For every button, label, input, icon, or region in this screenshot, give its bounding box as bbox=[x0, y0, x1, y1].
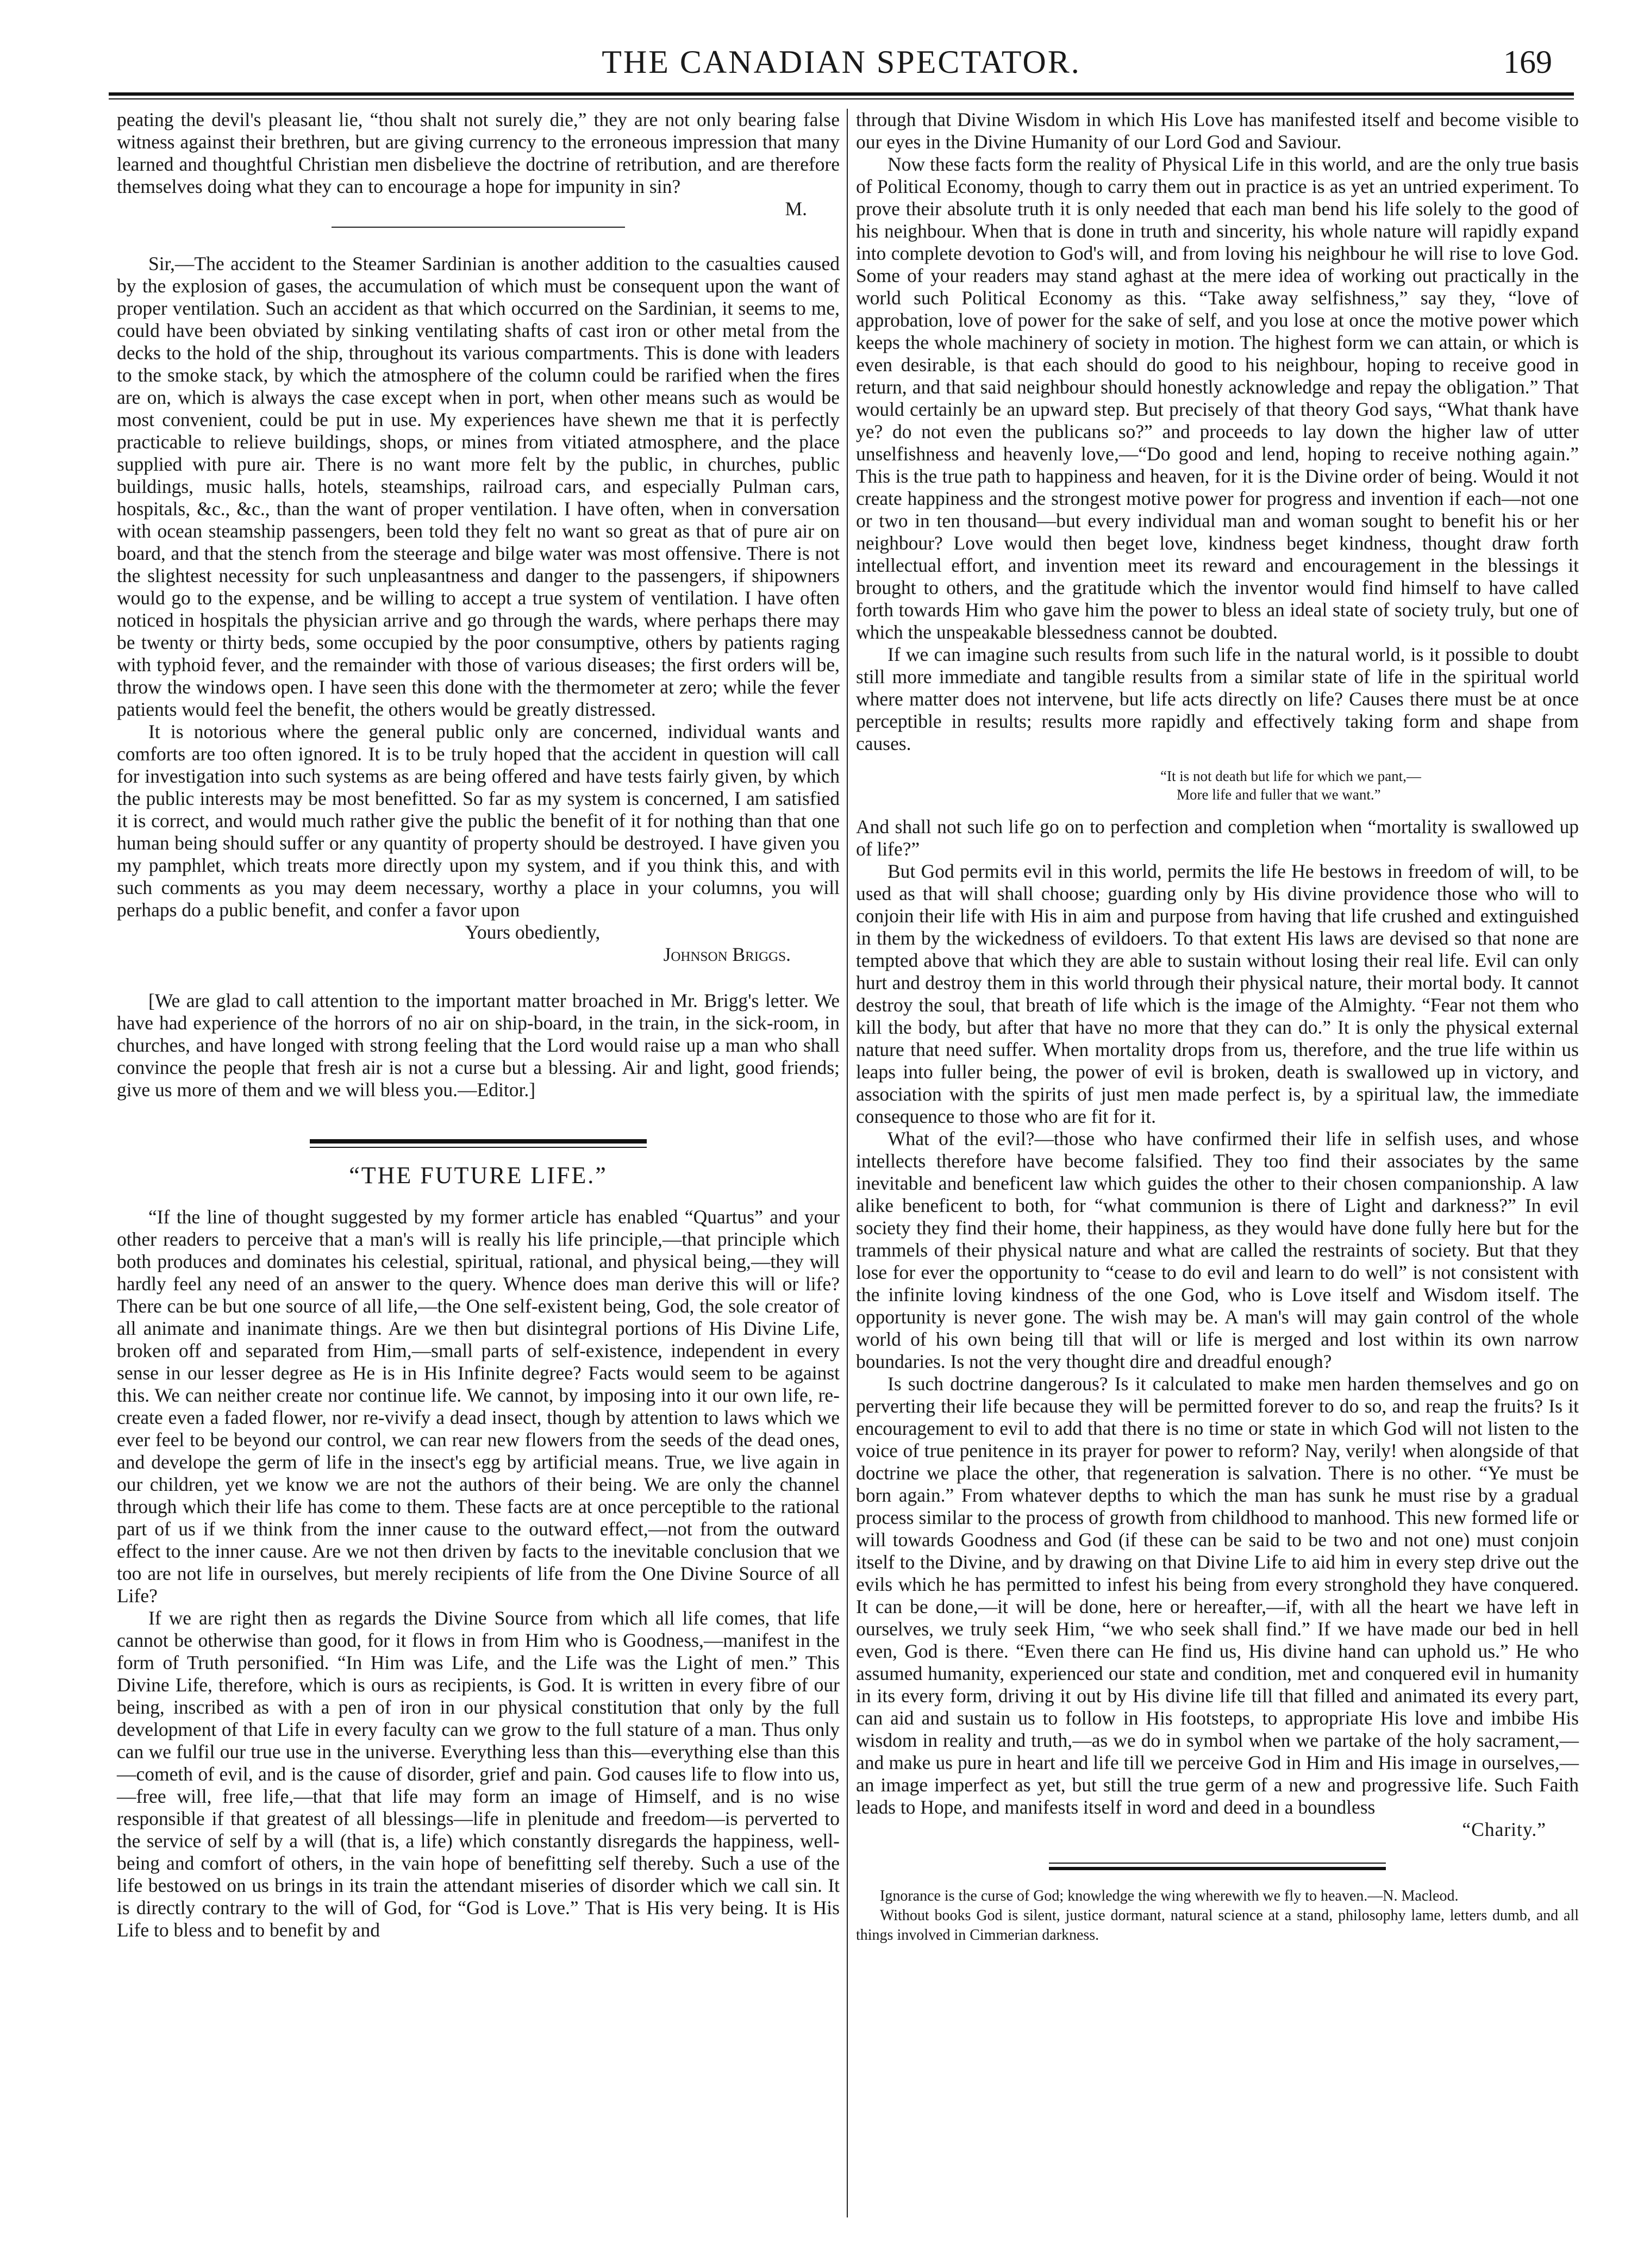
article-paragraph-4: If we can imagine such results from such life in the natural world, is it possible to doubt still more immediate and tangible results from a similar state of life in the spiritual world where matter does not intervene, but life acts directly on life? Causes there must be at once perceptible in results; results more rapidly and effectively taking form and shape from causes. bbox=[856, 643, 1579, 754]
signature-m: M. bbox=[785, 198, 807, 220]
quotation-1: Ignorance is the curse of God; knowledge the wing wherewith we fly to heaven.—N. Macleod. bbox=[880, 1888, 1459, 1904]
author-signature: “Charity.” bbox=[1462, 1819, 1546, 1840]
column-divider bbox=[847, 109, 848, 2217]
article-paragraph-5: And shall not such life go on to perfection and completion when “mortality is swallowed up of life?” bbox=[856, 816, 1579, 860]
editor-note: [We are glad to call attention to the important matter broached in Mr. Brigg's letter. We have had experience of the horrors of no air on ship-board, in the train, in the sick-room, in churches, and have longed with strong feeling that the Lord would raise up a man who shall convince the people that fresh air is not a curse but a blessing. Air and light, good friends; give us more of them and we will bless you.—Editor.] bbox=[117, 990, 840, 1101]
page-number: 169 bbox=[1503, 44, 1552, 80]
quotations bbox=[856, 1886, 1579, 1945]
article-heading: “THE FUTURE LIFE.” bbox=[349, 1162, 608, 1189]
article-paragraph-3: Now these facts form the reality of Physical Life in this world, and are the only true basis of Political Economy, though to carry them out in practice is as yet an untried experiment. To prove their absolute truth it is only needed that each man bend his life solely to the good of his neighbour. When that is done in truth and sincerity, his whole nature will rapidly expand into complete devotion to God's will, and from loving his neighbour he will rise to love God. Some of your readers may stand aghast at the mere idea of working out practically in the world such Political Economy as this. “Take away selfishness,” say they, “love of approbation, love of power for the sake of self, and you lose at once the motive power which keeps the whole machinery of society in motion. The highest form we can attain, or which is even desirable, is that each should do good to his neighbour, hoping to receive good in return, and that said neighbour should honestly acknowledge and repay the obligation.” That would certainly be an upward step. But precisely of that theory God says, “What thank have ye? do not even the publicans so?” and proceeds to lay down the higher law of utter unselfishness and heavenly love,—“Do good and lend, hoping to receive nothing again.” This is the true path to happiness and heaven, for it is the Divine order of being. Would it not create happiness and the strongest motive power for progress and invention if each—not one or two in ten thousand—but every individual man and woman sought to benefit his or her neighbour? Love would then beget love, kindness beget kindness, thought draw forth intellectual effort, and invention meet its reward and encouragement in the blessings it brought to others, and the gratitude which the inventor would find himself to have called forth towards Him who gave him the power to bless an ideal state of society truly, but one of which the unspeakable blessedness cannot be doubted. bbox=[856, 153, 1579, 643]
end-divider bbox=[1049, 1863, 1386, 1870]
article-paragraph-6: But God permits evil in this world, permits the life He bestows in freedom of will, to be used as that will shall choose; guarding only by His divine providence those who will to conjoin their life with His in aim and purpose from having that life crushed and extinguished in them by the wickedness of evildoers. To that extent His laws are devised so that none are tempted above that which they are able to sustain without losing their real life. Evil can only hurt and destroy them in this world through their physical nature, their mortal body. It cannot destroy the soul, that breath of life which is the image of the Almighty. “Fear not them who kill the body, but after that have no more that they can do.” It is only the physical external nature that need suffer. When mortality drops from us, therefore, and the true life within us leaps into fuller being, the power of evil is broken, death is swallowed up in victory, and association with the spirits of just men made perfect is, by a spiritual law, the immediate consequence to those who are fit for it. bbox=[856, 860, 1579, 1127]
article-paragraph-7: What of the evil?—those who have confirmed their life in selfish uses, and whose intellects therefore have become falsified. They too find their associates by the same inevitable and beneficent law which guides the other to their chosen companionship. A law alike beneficent to both, for “what communion is there of Light and darkness?” In evil society they find their home, their happiness, as they would have done fully here but for the trammels of their physical nature and what are called the restraints of society. But that they lose for ever the opportunity to “cease to do evil and learn to do well” is not consistent with the infinite loving kindness of the one God, who is Love itself and Wisdom itself. The opportunity is never gone. The wish may be. A man's will may gain control of the whole world of his own being till that will or life is merged and lost within its own narrow boundaries. Is not the very thought dire and dreadful enough? bbox=[856, 1128, 1579, 1372]
masthead bbox=[109, 33, 1574, 92]
article-continued: through that Divine Wisdom in which His Love has manifested itself and become visible to our eyes in the Divine Humanity of our Lord God and Saviour. bbox=[856, 109, 1579, 153]
header-rule bbox=[109, 92, 1574, 96]
header-rule-thin bbox=[109, 98, 1574, 99]
poem-line: More life and fuller that we want.” bbox=[1177, 786, 1381, 803]
left-column bbox=[117, 109, 840, 1941]
letter-paragraph-1: Sir,—The accident to the Steamer Sardinian is another addition to the casualties caused by the explosion of gases, the accumulation of which must be consequent upon the want of proper ventilation. Such an accident as that which occurred on the Sardinian, it seems to me, could have been obviated by sinking ventilating shafts of cast iron or other metal from the decks to the hold of the ship, throughout its various compartments. This is done with leaders to the smoke stack, by which the atmosphere of the column could be rarified when the fires are on, which is always the case except when in port, when other means such as would be most convenient, could be put in use. My experiences have shewn me that it is perfectly practicable to relieve buildings, shops, or mines from vitiated atmosphere, and the place supplied with pure air. There is no want more felt by the public, in churches, public buildings, music halls, hotels, steamships, railroad cars, and especially Pulman cars, hospitals, &c., &c., than the want of proper ventilation. I have often, when in conversation with ocean steamship passengers, been told they felt no want so great as that of pure air on board, and that the stench from the steerage and bilge water was most offensive. There is not the slightest necessity for such unpleasantness and danger to the passengers, if shipowners would go to the expense, and be willing to accept a true system of ventilation. I have often noticed in hospitals the physician arrive and go through the wards, where perhaps there may be twenty or thirty beds, some occupied by the poor consumptive, others by patients raging with typhoid fever, and the remainder with those of various diseases; the first orders will be, throw the windows open. I have seen this done with the thermometer at zero; while the fever patients would feel the benefit, the others would be greatly distressed. bbox=[117, 253, 840, 720]
right-column bbox=[856, 109, 1579, 1945]
publication-title: THE CANADIAN SPECTATOR. bbox=[602, 44, 1081, 80]
letter-paragraph-2: It is notorious where the general public only are concerned, individual wants and comforts are too often ignored. It is to be truly hoped that the accident in question will call for investigation into such systems as are being offered and have tests fairly given, by which the public interests may be most benefitted. So far as my system is concerned, I am satisfied it is correct, and would much rather give the public the benefit of it for nothing than that one human being should suffer or any quantity of property should be destroyed. I have given you my pamphlet, which treats more directly upon my system, and if you think this, and with such comments as you may deem necessary, worthy a place in your columns, you will perhaps do a public benefit, and confer a favor upon bbox=[117, 721, 840, 921]
article-paragraph-1: “If the line of thought suggested by my former article has enabled “Quartus” and your other readers to perceive that a man's will is really his life principle,—that principle which both produces and dominates his celestial, spiritual, rational, and physical being,—they will hardly feel any need of an answer to the query. Whence does man derive this will or life? There can be but one source of all life,—the One self-existent being, God, the sole creator of all animate and inanimate things. Are we then but disintegral portions of His Divine Life, broken off and separated from Him,—small parts of self-existence, independent in every sense in our lesser degree as He is in His Infinite degree? Facts would seem to be against this. We can neither create nor continue life. We cannot, by imposing into it our own life, re-create even a faded flower, nor re-vivify a dead insect, though by attention to laws which we ever feel to be beyond our control, we can rear new flowers from the seeds of the dead ones, and develope the germ of life in the insect's egg by artificial means. True, we live again in our children, yet we know we are not the authors of their being. We are only the channel through which their life has come to them. These facts are at once perceptible to the rational part of us if we think from the inner cause to the outward effect,—not from the outward effect to the inner cause. Are we not then driven by facts to the inevitable conclusion that we too are not life in ourselves, but merely recipients of life from the One Divine Source of all Life? bbox=[117, 1206, 840, 1607]
quotation-2: Without books God is silent, justice dormant, natural science at a stand, philosophy lame, letters dumb, and all things involved in Cimmerian darkness. bbox=[856, 1907, 1579, 1944]
article-paragraph-2: If we are right then as regards the Divine Source from which all life comes, that life cannot be otherwise than good, for it flows in from Him who is Goodness,—manifest in the form of Truth personified. “In Him was Life, and the Life was the Light of men.” This Divine Life, therefore, which is ours as recipients, is God. It is written in every fibre of our being, inscribed as with a pen of iron in our physical constitution that only by the full development of that Life in every faculty can we grow to the full stature of a man. Thus only can we fulfil our true use in the universe. Everything less than this—everything else than this—cometh of evil, and is the cause of disorder, grief and pain. God causes life to flow into us,—free will, free life,—that that life may form an image of Himself, and is no wise responsible if that greatest of all blessings—life in plenitude and freedom—is perverted to the service of self by a will (that is, a life) which constantly disregards the happiness, well-being and comfort of others, in the vain hope of benefitting self thereby. Such a use of the life bestowed on us brings in its train the attendant miseries of disorder which we call sin. It is directly contrary to the will of God, for “God is Love.” That is His very being. It is His Life to bless and to benefit by and bbox=[117, 1607, 840, 1941]
article-paragraph-8: Is such doctrine dangerous? Is it calculated to make men harden themselves and go on perverting their life because they will be permitted forever to do so, and reap the fruits? Is it encouragement to evil to add that there is no time or state in which God will not listen to the voice of true penitence in its prayer for power to reform? Nay, verily! when alongside of that doctrine we place the other, that regeneration is salvation. There is no other. “Ye must be born again.” From whatever depths to which the man has sunk he must rise by a gradual process similar to the process of growth from childhood to manhood. This new formed life or will towards Goodness and God (if these can be said to be two and not one) must conjoin itself to the Divine, and by drawing on that Divine Life to aid him in every step drive out the evils which he has permitted to infest his being from every stronghold they have conquered. It can be done,—it will be done, here or hereafter,—if, with all the heart we have left in ourselves, we truly seek Him, “we who seek shall find.” If we have made our bed in hell even, God is there. “Even there can He find us, His divine hand can uphold us.” He who assumed humanity, experienced our state and condition, met and conquered evil in humanity in its every form, driving it out by His divine life till that filled and animated its every part, can aid and sustain us to follow in His footsteps, to appropriate His love and imbibe His wisdom in reality and truth,—as we do in symbol when we partake of the holy sacrament,—and make us pure in heart and life till we perceive God in Him and His image in ourselves,—an image imperfect as yet, but still the true germ of a new and progressive life. Such Faith leads to Hope, and manifests itself in word and deed in a boundless bbox=[856, 1373, 1579, 1818]
letter-signature: Johnson Briggs. bbox=[663, 944, 791, 965]
poem-quote bbox=[856, 767, 1579, 804]
poem-line: “It is not death but life for which we pant,— bbox=[1160, 768, 1421, 784]
section-separator bbox=[332, 227, 625, 228]
article-divider bbox=[310, 1139, 647, 1148]
continued-paragraph: peating the devil's pleasant lie, “thou shalt not surely die,” they are not only bearing false witness against their brethren, but are giving currency to the erroneous impression that many learned and thoughtful Christian men disbelieve the doctrine of retribution, and are therefore themselves doing what they can to encourage a hope for impunity in sin? bbox=[117, 109, 840, 197]
article-signature-line bbox=[856, 1819, 1579, 1841]
letter-closing: Yours obediently, bbox=[465, 921, 601, 943]
